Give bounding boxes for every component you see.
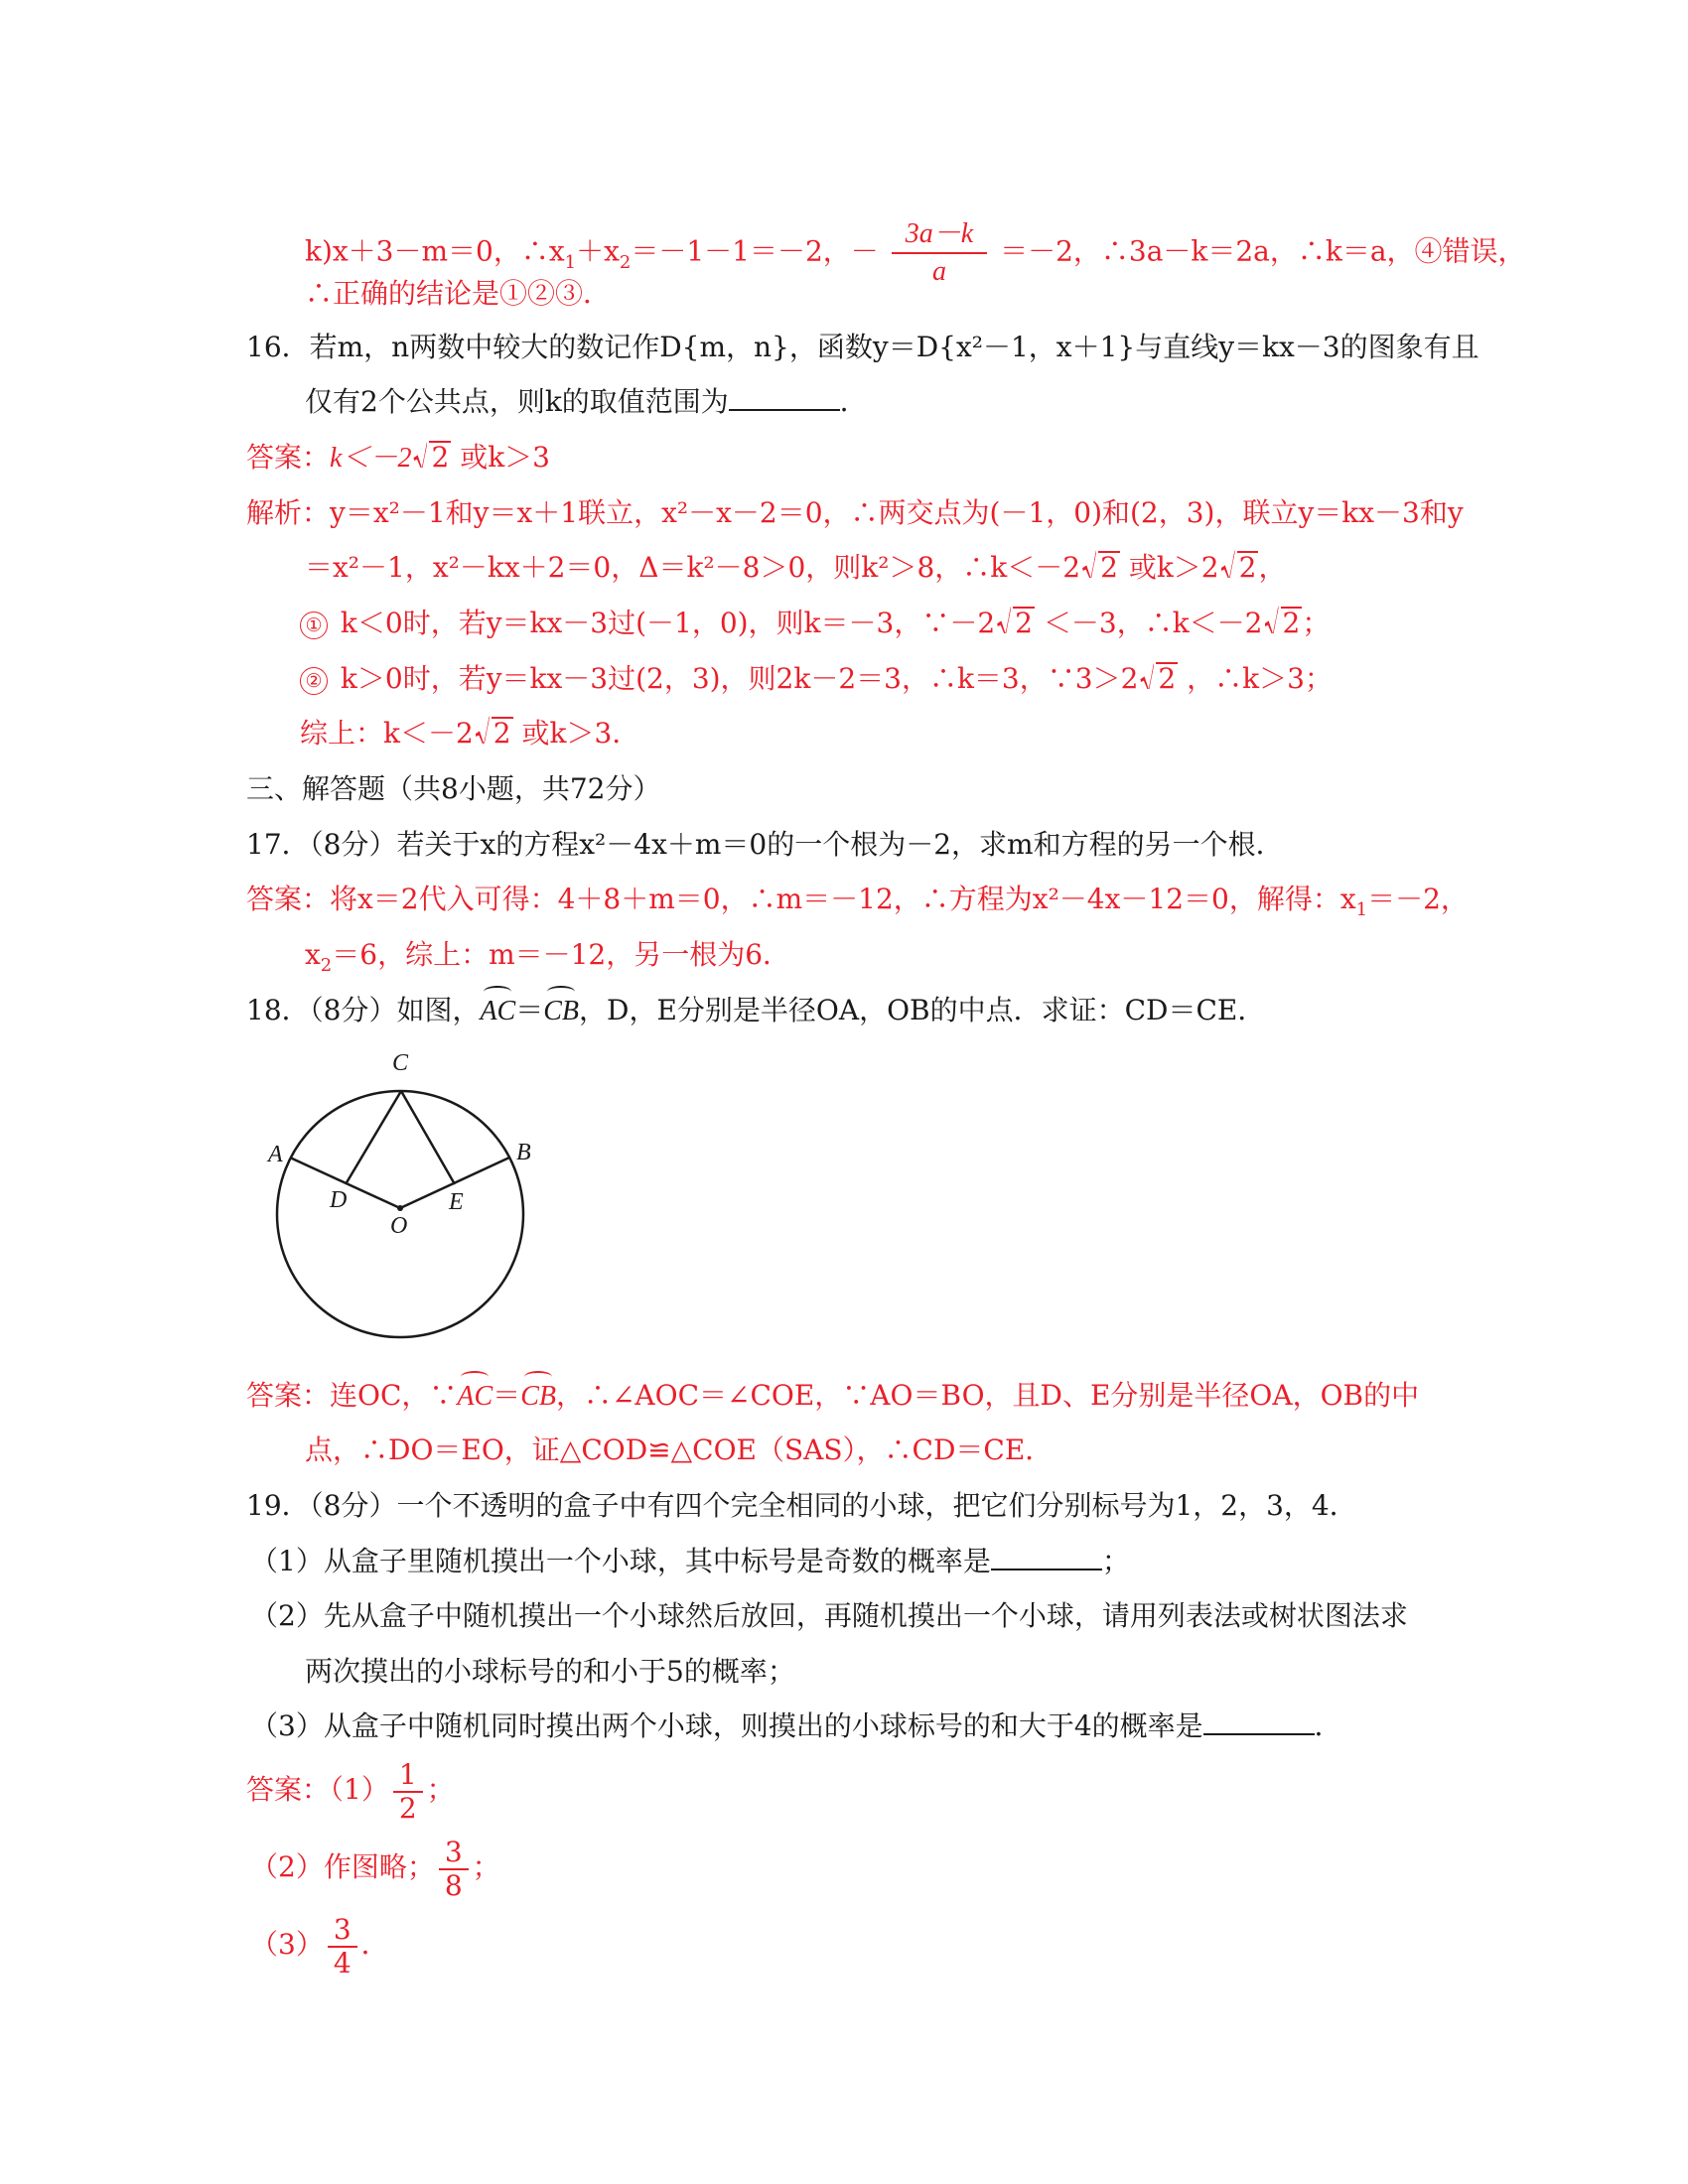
q16-stem-2: 仅有2个公共点，则k的取值范围为 ． — [305, 385, 868, 418]
sqrt-symbol: 2 — [413, 438, 451, 478]
q15-text-c: ＝－1－1＝－2，－ — [631, 234, 879, 268]
q16-analysis-3: ① k＜0时，若y＝kx－3过(－1，0)，则k＝－3，∵－2 2 ＜－3，∴k＜－2 2； — [300, 604, 1330, 643]
fraction-3-4: $\frac{3}{4}$ — [328, 1914, 357, 1979]
q18-answer-1: 答案：连OC，∵AC＝CB，∴∠AOC＝∠COE，∵AO＝BO，且D、E分别是半径OA，OB的中 — [246, 1376, 1419, 1416]
segment-cd — [346, 1091, 401, 1184]
arc-ac: AC — [457, 1377, 492, 1417]
circled-number-1: ① — [300, 612, 328, 639]
sqrt-symbol: 2 — [1265, 604, 1303, 643]
q19-stem: 19．（8分）一个不透明的盒子中有四个完全相同的小球，把它们分别标号为1，2，3，4． — [246, 1489, 1357, 1522]
q16-stem-1: 16．若m，n两数中较大的数记作D{m，n}，函数y＝D{x²－1，x＋1}与直线y＝kx－3的图象有且 — [246, 331, 1479, 363]
label-a: A — [268, 1142, 283, 1167]
q19-part-2a: （2）先从盒子中随机摸出一个小球然后放回，再随机摸出一个小球，请用列表法或树状图法求 — [250, 1599, 1408, 1632]
q16-analysis-2: ＝x²－1，x²－kx＋2＝0，Δ＝k²－8＞0，则k²＞8，∴k＜－2 2 或k＞2 2， — [305, 548, 1286, 588]
q16-analysis-5: 综上：k＜－2 2 或k＞3． — [300, 714, 639, 753]
fraction-3-8: $\frac{3}{8}$ — [439, 1837, 469, 1902]
q18-circle-figure — [258, 1042, 556, 1340]
segment-ce — [401, 1091, 455, 1184]
q19-blank-3[interactable] — [1203, 1707, 1315, 1735]
sqrt-symbol: 2 — [997, 604, 1035, 643]
q19-answer-1: 答案：（1） $\frac{1}{2}$ ； — [246, 1757, 455, 1825]
q19-blank-1[interactable] — [991, 1543, 1102, 1570]
q17-answer-1: 答案：将x＝2代入可得：4＋8＋m＝0，∴m＝－12，∴方程为x²－4x－12＝0，解得：$x_1=-2$， — [246, 883, 1469, 920]
fraction-1-2: $\frac{1}{2}$ — [393, 1759, 423, 1825]
label-o: O — [390, 1213, 408, 1239]
label-e: E — [449, 1189, 464, 1215]
label-d: D — [330, 1187, 348, 1213]
label-b: B — [516, 1140, 531, 1165]
q19-answer-2: （2）作图略； $\frac{3}{8}$ ； — [250, 1835, 500, 1902]
q15-conclusion: ∴正确的结论是①②③． — [305, 277, 612, 310]
q15-line-2 — [305, 274, 611, 314]
q16-blank[interactable] — [729, 383, 840, 411]
sqrt-symbol: 2 — [1140, 659, 1178, 699]
q16-analysis-4: ② k＞0时，若y＝kx－3过(2，3)，则2k－2＝3，∴k＝3，∵3＞2 2 ，∴k＞3； — [300, 659, 1333, 699]
q17-answer-2: $x_2=6$，综上：m＝－12，另一根为6． — [305, 938, 791, 976]
arc-ac: AC — [480, 992, 515, 1031]
q15-text-d: ＝－2，∴3a－k＝2a，∴k＝a，④错误， — [1000, 234, 1526, 268]
q19-part-2b: 两次摸出的小球标号的和小于5的概率； — [305, 1655, 795, 1688]
q15-text-a: k)x＋3－m＝0，∴x — [305, 234, 565, 268]
q15-fraction: $\frac{3a-k}{a}$ — [892, 216, 987, 290]
q18-stem: 18．（8分）如图，AC＝CB，D，E分别是半径OA，OB的中点．求证：CD＝CE． — [246, 991, 1265, 1030]
label-c: C — [392, 1050, 409, 1076]
arc-cb: CB — [543, 992, 579, 1031]
sqrt-symbol: 2 — [476, 714, 513, 753]
sqrt-symbol: 2 — [1221, 548, 1259, 588]
sqrt-symbol: 2 — [1082, 548, 1120, 588]
arc-cb: CB — [520, 1377, 556, 1417]
q19-answer-3: （3） $\frac{3}{4}$ ． — [250, 1912, 389, 1979]
q18-answer-2: 点，∴DO＝EO，证△COD≌△COE（SAS），∴CD＝CE． — [305, 1433, 1054, 1466]
q15-line-1: k)x＋3－m＝0，$\therefore x_1+x_2=-1-1=-2$，－ $\frac{3a-k}{a}$ ＝－2，∴3a－k＝2a，∴k＝a，④错误， — [305, 216, 1526, 276]
q16-analysis-1: 解析：y＝x²－1和y＝x＋1联立，x²－x－2＝0，∴两交点为(－1，0)和(2，3)，联立y＝kx－3和y — [246, 496, 1464, 529]
q17-stem: 17．（8分）若关于x的方程x²－4x＋m＝0的一个根为－2，求m和方程的另一个根． — [246, 828, 1284, 861]
circled-number-2: ② — [300, 667, 328, 695]
q19-part-3: （3）从盒子中随机同时摸出两个小球，则摸出的小球标号的和大于4的概率是 ． — [250, 1709, 1342, 1742]
q16-answer: 答案：k＜－2 2 或k＞3 — [246, 438, 550, 478]
center-point-o — [397, 1205, 403, 1211]
q15-text-b: ＋x — [576, 234, 620, 268]
section-3-heading: 三、解答题（共8小题，共72分） — [246, 772, 661, 805]
q19-part-1: （1）从盒子里随机摸出一个小球，其中标号是奇数的概率是 ； — [250, 1545, 1130, 1577]
